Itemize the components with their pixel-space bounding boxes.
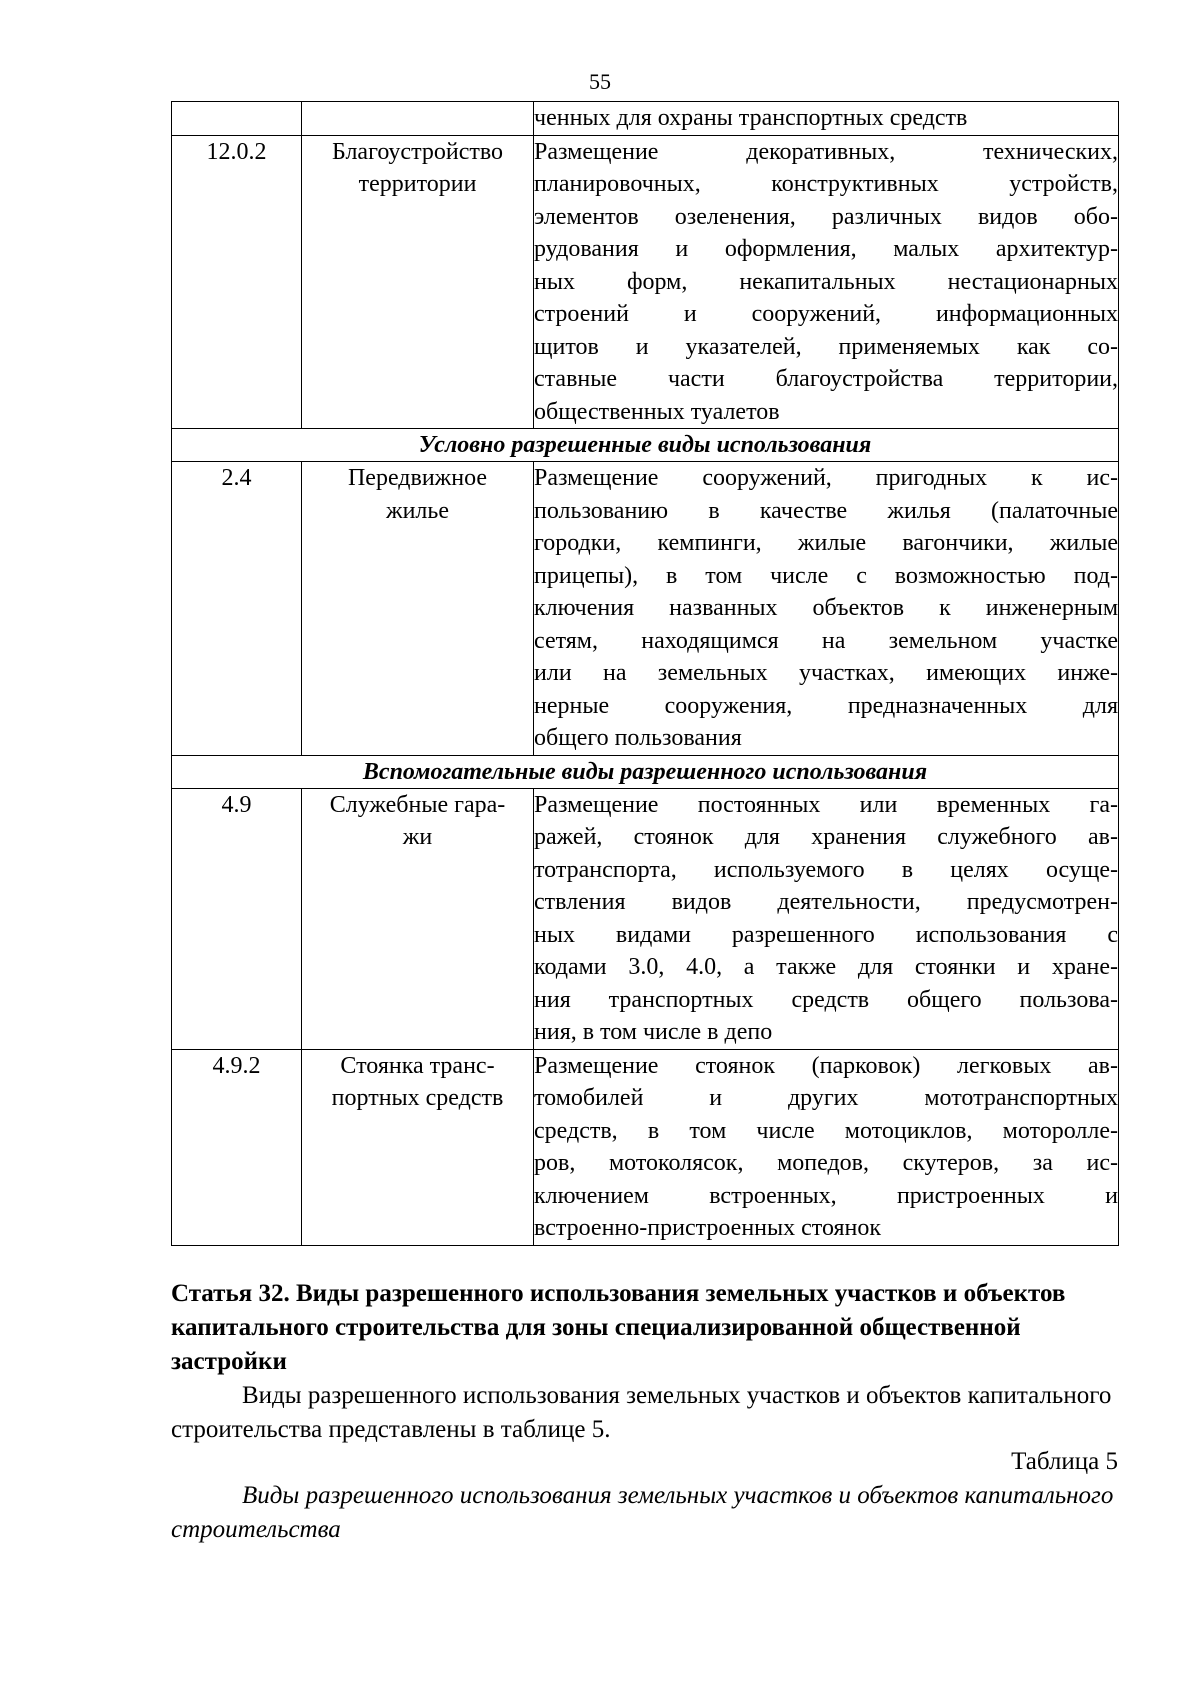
description-line: планировочных, конструктивных устройств, [534,171,1118,197]
table-group-conditional [172,462,1119,756]
description-cell [534,788,1119,1049]
description-line: общего пользования [534,725,742,751]
description-line: сетям, находящимся на земельном участке [534,627,1118,654]
description-line: Размещение стоянок (парковок) легковых ав- [534,1052,1118,1079]
table-group-main [172,135,1119,429]
description-cell [534,135,1119,429]
table-row [172,788,1119,1049]
description-line: строений и сооружений, информационных [534,301,1118,327]
table-caption [171,1479,1118,1547]
name-line: жилье [386,497,449,524]
name-cell [302,135,534,429]
description-line: ров, мотоколясок, мопедов, скутеров, за ис- [534,1150,1118,1176]
description-line: ных видами разрешенного использования с [534,921,1118,948]
code-cell: 2.4 [172,462,302,756]
name-line: жи [402,824,433,850]
description-line: ключением встроенных, пристроенных и [534,1182,1118,1209]
description-cell [534,462,1119,756]
description-line: пользованию в качестве жилья (палаточные [534,497,1118,524]
description-line: ствления видов деятельности, предусмотрен- [534,889,1118,915]
table-label: Таблица 5 [1011,1448,1118,1475]
name-line: Передвижное [347,465,488,491]
description-line: Размещение декоративных, технических, [534,138,1118,165]
page-number: 55 [589,69,611,94]
name-cell [302,1049,534,1245]
section-conditional [172,429,1119,462]
name-cell [302,102,534,136]
description-line: нерные сооружения, предназначенных для [534,692,1118,719]
description-line: ния транспортных средств общего пользова- [534,986,1118,1013]
article-intro-text: Виды разрешенного использования земельных участков и объектов капитального строительства представлены в таблице 5. [171,1382,1112,1443]
table-caption-text: Виды разрешенного использования земельных участков и объектов капитального строительства [171,1482,1114,1543]
description-line: ных форм, некапитальных нестационарных [534,268,1118,295]
name-cell [302,462,534,756]
description-line: тотранспорта, используемого в целях осуще- [534,856,1118,883]
description-line: ставные части благоустройства территории, [534,366,1118,392]
section-row [172,755,1119,788]
code-cell: 4.9.2 [172,1049,302,1245]
description-line: ния, в том числе в депо [534,1019,773,1045]
description-line: ченных для охраны транспортных средств [534,105,968,131]
article-heading: Статья 32. Виды разрешенного использования земельных участков и объектов капитального строительства для зоны специализированной общественной застройки [171,1280,1066,1375]
name-line: Благоустройство [331,138,503,165]
table-row-continued [172,102,1119,136]
description-line: городки, кемпинги, жилые вагончики, жилые [534,530,1118,556]
table-row [172,462,1119,756]
description-line: ражей, стоянок для хранения служебного ав- [534,824,1118,850]
section-row [172,429,1119,462]
description-line: или на земельных участках, имеющих инже- [534,660,1118,686]
code-cell [172,102,302,136]
table-group-auxiliary [172,788,1119,1245]
land-use-table [171,101,1119,1246]
description-line: Размещение постоянных или временных га- [534,791,1118,818]
code-cell: 12.0.2 [172,135,302,429]
description-line: прицепы), в том числе с возможностью под- [534,562,1118,589]
article-intro [171,1379,1118,1447]
description-line: средств, в том числе мотоциклов, мотороллe- [534,1117,1118,1144]
description-line: ключения названных объектов к инженерным [534,595,1118,621]
description-line: кодами 3.0, 4.0, а также для стоянки и хране- [534,954,1118,980]
table-row [172,135,1119,429]
name-line: Служебные гара- [329,791,506,818]
description-line: встроенно-пристроенных стоянок [534,1215,882,1241]
table-row [172,1049,1119,1245]
description-line: элементов озеленения, различных видов обо- [534,203,1118,230]
table-body [172,102,1119,136]
name-line: портных средств [331,1085,504,1111]
description-line: щитов и указателей, применяемых как со- [534,333,1118,360]
description-line: рудования и оформления, малых архитектур- [534,236,1118,262]
section-title-auxiliary: Вспомогательные виды разрешенного использования [172,755,1119,788]
name-cell [302,788,534,1049]
name-line: Стоянка транс- [340,1052,495,1079]
code-cell: 4.9 [172,788,302,1049]
section-title-conditional: Условно разрешенные виды использования [172,429,1119,462]
name-line: территории [358,171,477,197]
description-line: томобилей и других мототранспортных [534,1085,1118,1111]
description-cell [534,1049,1119,1245]
description-line: общественных туалетов [534,398,780,425]
description-cell [534,102,1119,136]
description-line: Размещение сооружений, пригодных к ис- [534,465,1118,491]
section-auxiliary [172,755,1119,788]
